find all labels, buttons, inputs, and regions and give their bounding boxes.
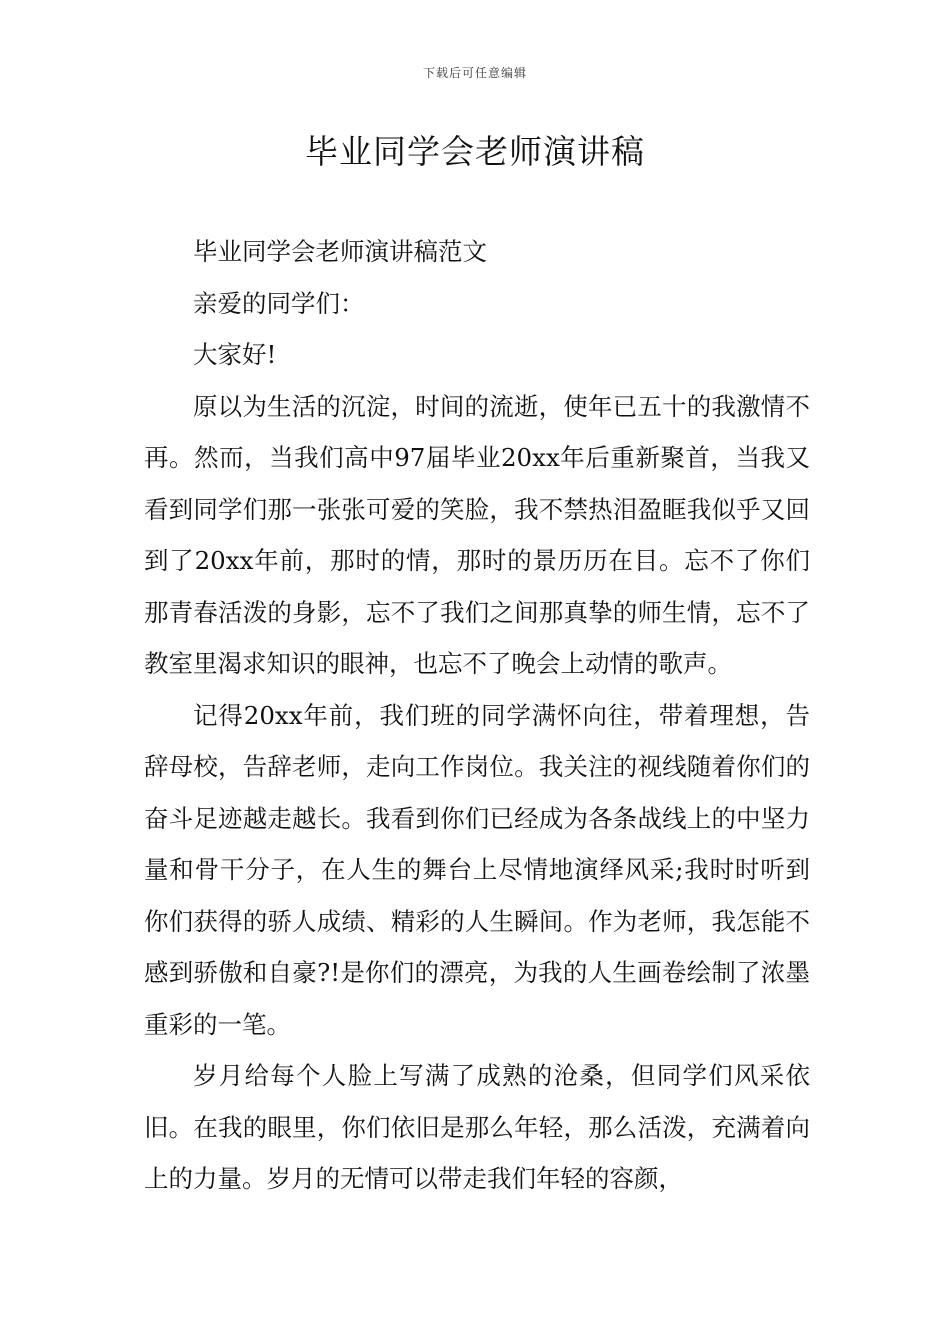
body-paragraph: 原以为生活的沉淀，时间的流逝，使年已五十的我激情不再。然而，当我们高中97届毕业20xx年后重新聚首，当我又看到同学们那一张张可爱的笑脸，我不禁热泪盈眶我似乎又回到了20xx年前，那时的情，那时的景历历在目。忘不了你们那青春活泼的身影，忘不了我们之间那真挚的师生情，忘不了教室里渴求知识的眼神，也忘不了晚会上动情的歌声。 xyxy=(144,391,810,678)
subtitle-paragraph: 毕业同学会老师演讲稿范文 xyxy=(193,237,487,266)
salutation-paragraph: 亲爱的同学们： xyxy=(193,288,365,318)
header-note: 下载后可任意编辑 xyxy=(422,66,527,80)
body-paragraph: 岁月给每个人脸上写满了成熟的沧桑，但同学们风采依旧。在我的眼里，你们依旧是那么年轻，那么活泼，充满着向上的力量。岁月的无情可以带走我们年轻的容颜， xyxy=(144,1061,810,1193)
greeting-paragraph: 大家好! xyxy=(193,340,277,369)
document-body xyxy=(144,226,810,1205)
body-paragraph: 记得20xx年前，我们班的同学满怀向往，带着理想，告辞母校，告辞老师，走向工作岗位。我关注的视线随着你们的奋斗足迹越走越长。我看到你们已经成为各条战线上的中坚力量和骨干分子，在人生的舞台上尽情地演绎风采;我时时听到你们获得的骄人成绩、精彩的人生瞬间。作为老师，我怎能不感到骄傲和自豪?!是你们的漂亮，为我的人生画卷绘制了浓墨重彩的一笔。 xyxy=(144,700,810,1039)
document-title: 毕业同学会老师演讲稿 xyxy=(305,132,645,171)
